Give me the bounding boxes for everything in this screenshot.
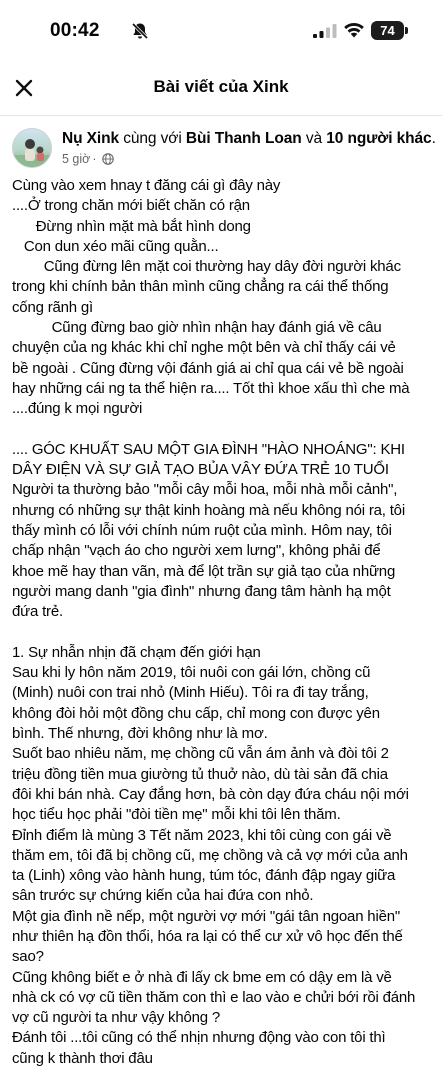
post-text-line: .... GÓC KHUẤT SAU MỘT GIA ĐÌNH "HÀO NHOÁNG": KHI [12, 440, 405, 458]
and-text: và [301, 130, 327, 147]
post-text-line: đôi khi bán nhà. Cay đắng hơn, bà còn dạy đứa cháu nội mới [12, 785, 409, 803]
post-text-line: thấy mình có lỗi với chính núm ruột của mình. Hôm nay, tôi [12, 522, 392, 540]
post-text-line: Đỉnh điểm là mùng 3 Tết năm 2023, khi tôi cùng con gái về [12, 826, 392, 844]
post-text-line: (Minh) nuôi con trai nhỏ (Minh Hiếu). Tôi ra đi tay trắng, [12, 684, 369, 702]
post-text-line: Một gia đình nề nếp, một người vợ mới "gái tân ngoan hiền" [12, 907, 400, 925]
post-meta [62, 152, 114, 166]
tagged-person[interactable]: Bùi Thanh Loan [185, 130, 302, 147]
post-text-line: như thiên hạ đồn thổi, hóa ra lại có thể cư xử vô học đến thế [12, 927, 403, 945]
meta-separator: · [92, 152, 97, 166]
tagged-others[interactable]: 10 người khác [326, 130, 432, 147]
post-text-line: ta (Linh) xông vào hành hung, túm tóc, đánh đập ngay giữa [12, 867, 396, 885]
post-author-block [0, 124, 442, 172]
post-text-line: không đòi hỏi một đồng chu cấp, chỉ mong con được yên [12, 704, 380, 722]
period: . [431, 130, 436, 147]
status-time: 00:42 [50, 20, 100, 41]
avatar[interactable] [12, 128, 52, 168]
post-text-line: bề ngoài . Cũng đừng vội đánh giá ai chỉ qua cái vẻ bề ngoài [12, 359, 404, 377]
globe-icon [102, 153, 114, 165]
post-text-line: vợ cũ người ta như vậy không ? [12, 1009, 221, 1027]
post-text-line: chấp nhận "vạch áo cho người xem lưng", không phải để [12, 542, 381, 560]
page-title: Bài viết của Xink [153, 77, 289, 96]
post-text-line: trong khi chính bản thân mình cũng chẳng ra cái thể thống [12, 278, 389, 296]
cellular-signal-icon [313, 24, 337, 38]
post-text-line: ....đúng k mọi người [12, 400, 143, 418]
post-text-line: người mang danh "gia đình" nhưng đang tâm hành hạ một [12, 582, 391, 600]
post-text-line: Người ta thường bảo "mỗi cây mỗi hoa, mỗi nhà mỗi cảnh", [12, 481, 398, 499]
post-text-line: Sau khi ly hôn năm 2019, tôi nuôi con gái lớn, chồng cũ [12, 664, 371, 682]
with-text: cùng với [119, 130, 186, 147]
post-body [12, 176, 442, 1069]
post-text-line: Cùng vào xem hnay t đăng cái gì đây này [12, 177, 281, 194]
post-header [0, 60, 442, 116]
post-text-line: thăm em, tôi đã bị chồng cũ, mẹ chồng và cả vợ mới của anh [12, 846, 408, 864]
post-text-line: 1. Sự nhẫn nhịn đã chạm đến giới hạn [12, 643, 261, 661]
post-time[interactable]: 5 giờ [62, 152, 91, 166]
battery-indicator: 74 [371, 21, 404, 40]
post-text-line: bình. Thế nhưng, đời không như là mơ. [12, 725, 268, 743]
post-text-line: cống rãnh gì [12, 298, 93, 316]
post-text-line: triệu đồng tiền mua giường tủ thuở nào, dù tài sản đã chia [12, 765, 388, 783]
post-text-line: cũng k thành thơi đâu [12, 1049, 153, 1067]
wifi-icon [343, 22, 365, 38]
post-text-line: DÂY ĐIỆN VÀ SỰ GIẢ TẠO BỦA VÂY ĐỨA TRẺ 10 TUỔI [12, 461, 389, 479]
bell-muted-icon [130, 21, 150, 41]
post-text-line: Đánh tôi ...tôi cũng có thể nhịn nhưng động vào con tôi thì [12, 1029, 386, 1047]
post-text-line: Cũng đừng lên mặt coi thường hay dây đời người khác [12, 258, 401, 276]
post-text-line: Cũng đừng bao giờ nhìn nhận hay đánh giá về câu [12, 319, 382, 337]
post-text-line: nhà ck có vợ cũ tiền thăm con thì e lao vào e chửi bới rồi đánh [12, 988, 416, 1006]
avatar-photo-icon [13, 129, 52, 168]
post-text-line: sân trước sự chứng kiến của hai đứa con nhỏ. [12, 887, 314, 905]
post-text-line: Suốt bao nhiêu năm, mẹ chồng cũ vẫn ám ảnh và đòi tôi 2 [12, 745, 389, 763]
post-text-line [12, 420, 442, 440]
author-line [62, 130, 438, 148]
status-bar [0, 0, 442, 60]
post-text-line: ....Ở trong chăn mới biết chăn có rận [12, 197, 250, 215]
post-text-line: Đừng nhìn mặt mà bắt hình dong [12, 217, 251, 235]
post-text-line [12, 623, 442, 643]
author-name[interactable]: Nụ Xink [62, 130, 120, 147]
post-text-line: khoe mẽ hay than vãn, mà để lột trần sự giả tạo của những [12, 562, 396, 580]
post-text-line: đứa trẻ. [12, 603, 63, 621]
post-text-line: hay những cái ng ta thể hiện ra.... Tốt thì khoe xấu thì che mà [12, 379, 410, 397]
post-text-line: Con dun xéo mãi cũng quằn... [12, 237, 219, 255]
post-text-line: học tiểu học phải "đòi tiền mẹ" mỗi khi tôi lên thăm. [12, 806, 341, 824]
post-text-line: chuyện của ng khác khi chỉ nghe một bên và chỉ thấy cái vẻ [12, 339, 396, 357]
post-text-line: Cũng không biết e ở nhà đi lấy ck bme em có dậy em là về [12, 968, 392, 986]
post-text-line: nhưng có những sự thật kinh hoàng mà nếu không nói ra, tôi [12, 501, 405, 519]
post-text-line: sao? [12, 948, 44, 966]
battery-cap [405, 27, 408, 34]
